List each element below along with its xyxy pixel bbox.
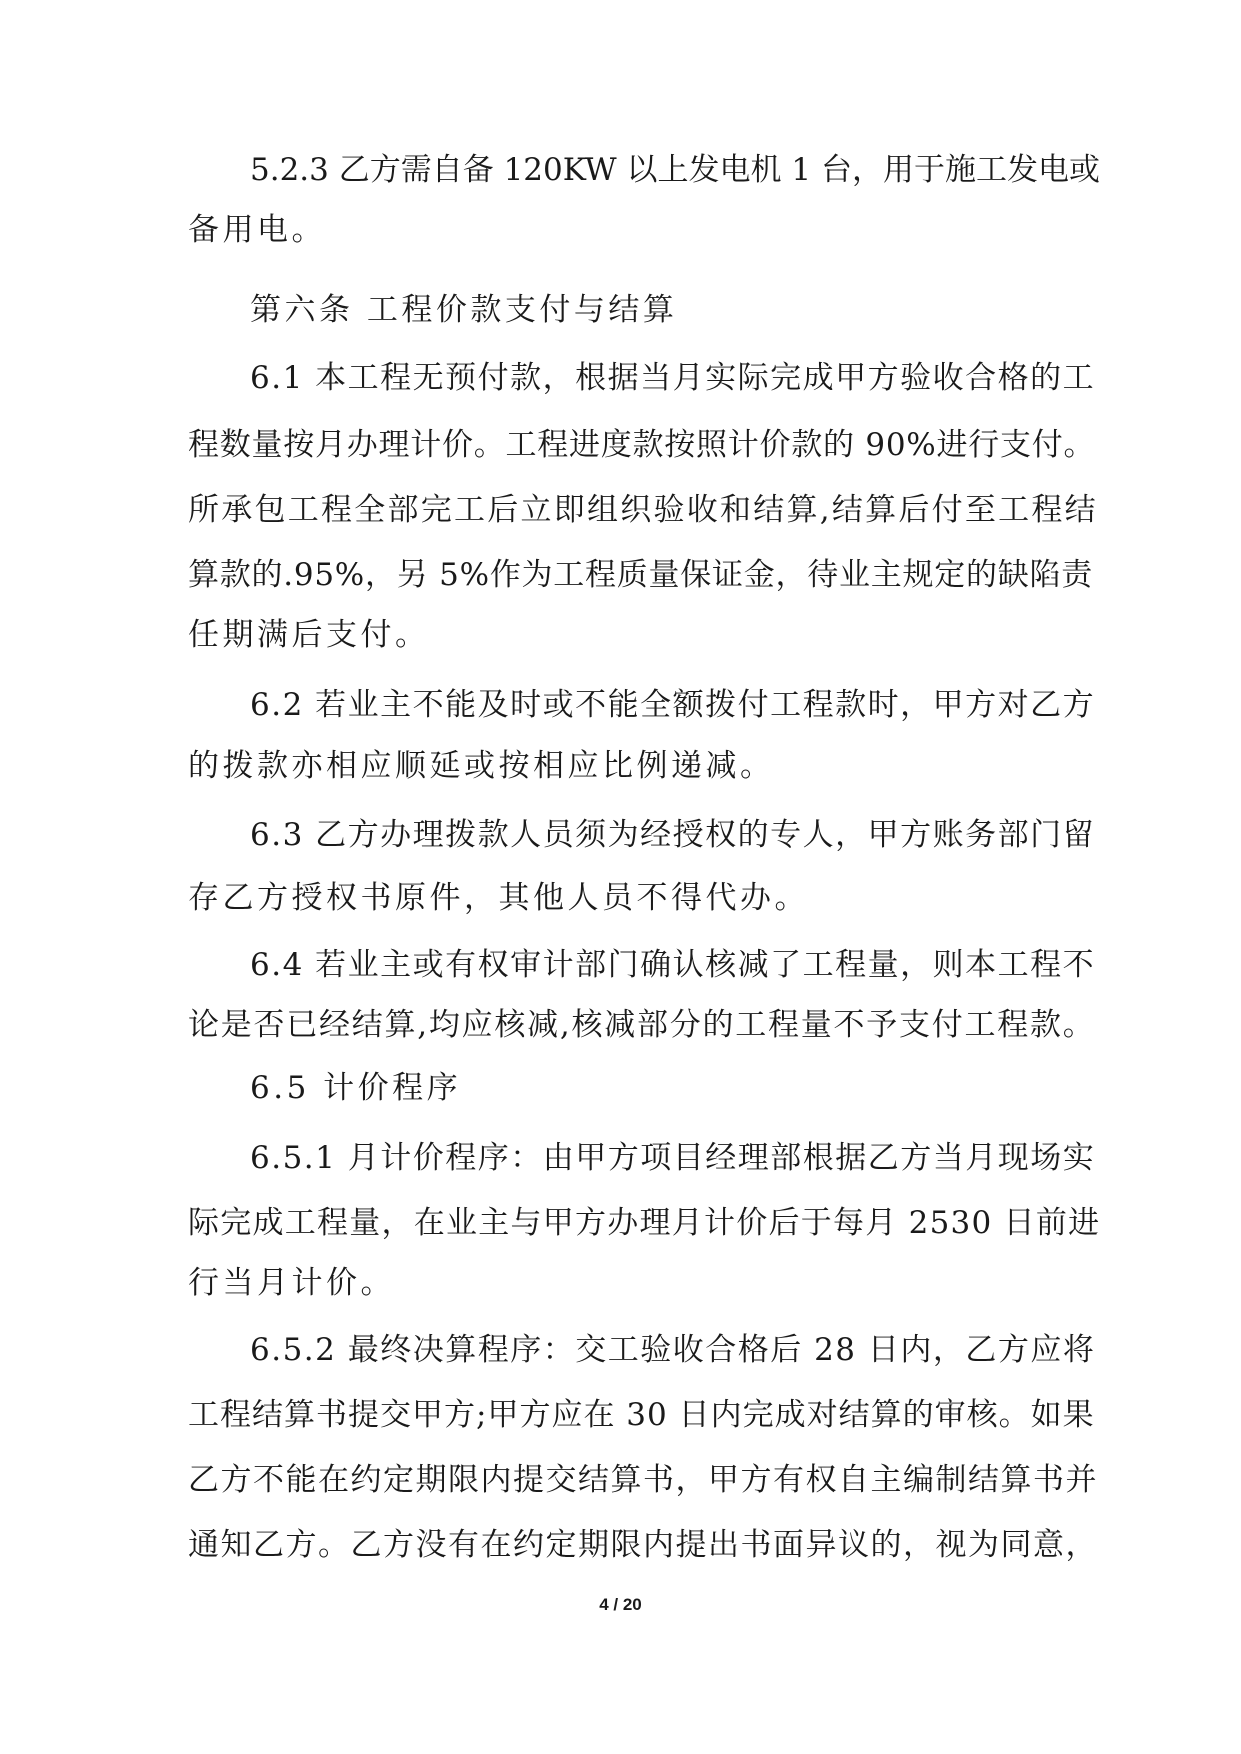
text-line: 6.2 若业主不能及时或不能全额拨付工程款时，甲方对乙方 — [250, 687, 1096, 723]
page-number: 4 / 20 — [599, 1595, 642, 1614]
text-line: 6.5 计价程序 — [250, 1070, 462, 1106]
text-line: 备用电。 — [188, 212, 326, 248]
text-line: 任期满后支付。 — [188, 617, 430, 653]
text-line: 6.5.2 最终决算程序：交工验收合格后 28 日内，乙方应将 — [250, 1332, 1096, 1368]
text-line: 6.1 本工程无预付款，根据当月实际完成甲方验收合格的工 — [250, 360, 1096, 396]
text-line: 6.3 乙方办理拨款人员须为经授权的专人，甲方账务部门留 — [250, 817, 1096, 853]
text-line: 工程结算书提交甲方;甲方应在 30 日内完成对结算的审核。如果 — [188, 1397, 1095, 1433]
text-line: 论是否已经结算,均应核减,核减部分的工程量不予支付工程款。 — [188, 1007, 1096, 1043]
text-line: 算款的.95%，另 5%作为工程质量保证金，待业主规定的缺陷责 — [188, 557, 1094, 593]
text-line: 6.4 若业主或有权审计部门确认核减了工程量，则本工程不 — [250, 947, 1096, 983]
text-line: 存乙方授权书原件，其他人员不得代办。 — [188, 880, 809, 916]
text-line: 乙方不能在约定期限内提交结算书，甲方有权自主编制结算书并 — [188, 1462, 1098, 1498]
text-line: 通知乙方。乙方没有在约定期限内提出书面异议的，视为同意， — [188, 1527, 1098, 1563]
text-line: 程数量按月办理计价。工程进度款按照计价款的 90%进行支付。 — [188, 427, 1096, 463]
text-line: 所承包工程全部完工后立即组织验收和结算,结算后付至工程结 — [188, 492, 1098, 528]
section-heading: 第六条 工程价款支付与结算 — [250, 292, 678, 328]
text-line: 际完成工程量，在业主与甲方办理月计价后于每月 2530 日前进 — [188, 1205, 1101, 1241]
text-line: 5.2.3 乙方需自备 120KW 以上发电机 1 台，用于施工发电或 — [250, 152, 1100, 188]
text-line: 6.5.1 月计价程序：由甲方项目经理部根据乙方当月现场实 — [250, 1140, 1096, 1176]
text-line: 行当月计价。 — [188, 1265, 395, 1301]
text-line: 的拨款亦相应顺延或按相应比例递减。 — [188, 748, 775, 784]
